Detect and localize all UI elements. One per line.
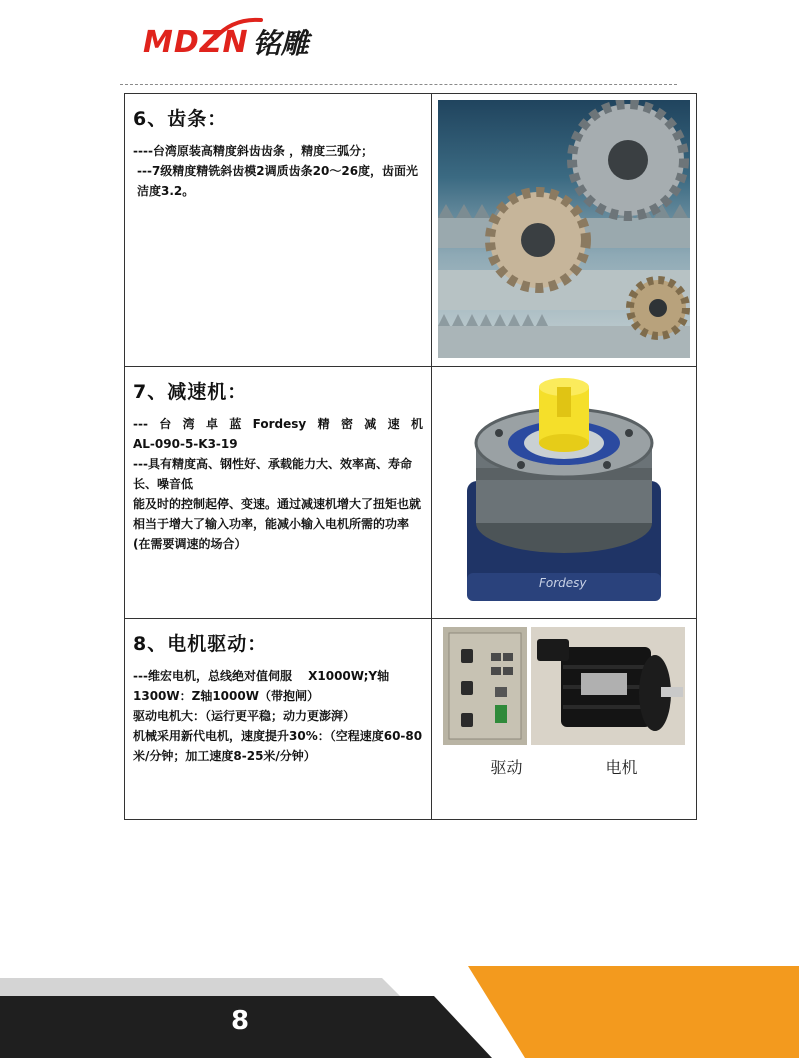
table-row: [125, 367, 697, 619]
logo-text-cn: 铭雕: [252, 27, 309, 60]
footer-band: [0, 966, 799, 1058]
text-cell: [125, 367, 432, 619]
image-cell: [432, 94, 697, 367]
section-line: ---维宏电机，总线绝对值伺服 X1000W;Y轴1300W：Z轴1000W（带抱闸）: [133, 669, 390, 703]
servo-drive-motor-image: [441, 625, 687, 747]
gear-rack-icon: [438, 100, 690, 358]
text-cell: [125, 619, 432, 820]
gear-reducer-image: [459, 373, 669, 613]
brand-label: Fordesy: [539, 576, 587, 590]
text-cell: [125, 94, 432, 367]
image-cell: [432, 619, 697, 820]
section-line: 驱动电机大：（运行更平稳；动力更澎湃）: [133, 709, 356, 723]
section-title: 6、齿条：: [133, 108, 228, 130]
logo-text-en: MDZN: [143, 24, 249, 60]
company-logo: [143, 22, 309, 62]
page-number: 8: [230, 1006, 250, 1036]
section-line: 能及时的控制起停、变速。通过减速机增大了扭矩也就相当于增大了输入功率，能减小输入电机所需的功率(在需要调速的场合）: [133, 497, 422, 551]
section-line: 机械采用新代电机，速度提升30%：（空程速度60-80米/分钟；加工速度8-25米/分钟）: [133, 729, 423, 763]
logo-swoosh-icon: [213, 16, 263, 42]
section-line: AL-090-5-K3-19: [133, 437, 238, 451]
image-captions: [449, 755, 679, 778]
header-divider: [120, 84, 677, 85]
image-cell: [432, 367, 697, 619]
section-title: 7、减速机：: [133, 381, 248, 403]
section-title: 8、电机驱动：: [133, 633, 268, 655]
section-line: ---具有精度高、钢性好、承载能力大、效率高、寿命长、噪音低: [133, 457, 412, 491]
caption-drive: 驱动: [490, 758, 523, 777]
section-line: ---台湾卓蓝Fordesy精密减速机: [133, 417, 423, 431]
table-row: [125, 619, 697, 820]
gear-reducer-icon: [459, 373, 669, 613]
gear-rack-image: [438, 100, 690, 358]
servo-drive-motor-icon: [441, 625, 687, 747]
table-row: [125, 94, 697, 367]
section-line: ----台湾原装高精度斜齿齿条 ，精度三弧分；: [133, 144, 374, 158]
spec-table: [124, 93, 697, 820]
section-line: ---7级精度精铣斜齿模2调质齿条20～26度，齿面光洁度3.2。: [137, 164, 419, 198]
caption-motor: 电机: [605, 758, 638, 777]
